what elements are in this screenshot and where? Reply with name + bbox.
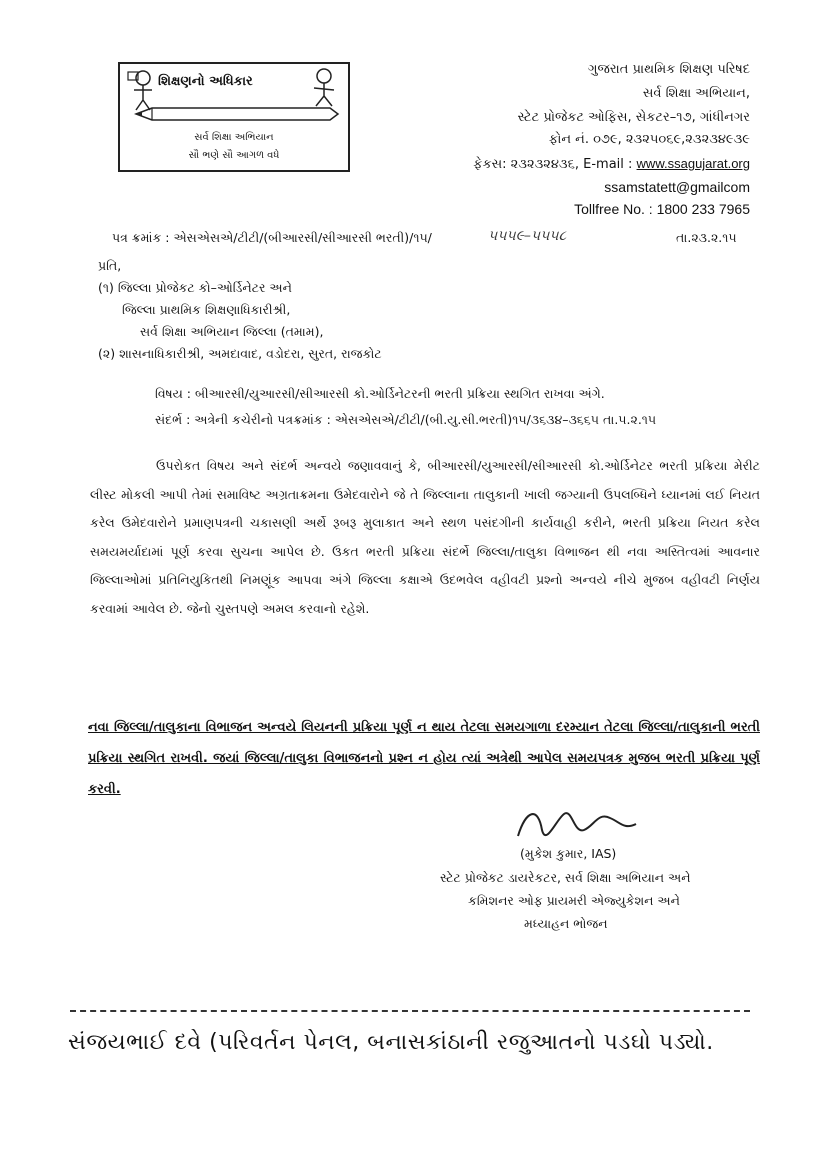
office-fax-label: ફેકસ: ૨૩૨૩૨૪૩૬, E-mail : xyxy=(473,157,633,172)
addressee-1b: જિલ્લા પ્રાથમિક શિક્ષણાધિકારીશ્રી, xyxy=(122,302,291,317)
logo-child-right-icon xyxy=(304,66,344,114)
signatory-designation-3: મધ્યાહન ભોજન xyxy=(524,916,608,931)
logo-tagline: સૌ ભણે સૌ આગળ વધે xyxy=(188,150,280,161)
office-email[interactable]: ssamstatett@gmailcom xyxy=(604,179,750,195)
letter-reference: સંદર્ભ : અત્રેની કચેરીનો પત્રક્રમાંક : એસએસએ/ટીટી/(બી.યુ.સી.ભરતી)૧૫/૩૬૩૪–૩૬૬૫ તા.૫.૨.૧૫ xyxy=(155,412,657,427)
office-website-link[interactable]: www.ssagujarat.org xyxy=(636,156,750,171)
letter-date: તા.૨૩.૨.૧૫ xyxy=(676,230,737,245)
logo-box xyxy=(118,62,350,172)
office-name: ગુજરાત પ્રાથમિક શિક્ષણ પરિષદ xyxy=(588,62,750,77)
signatory-designation-1: સ્ટેટ પ્રોજેકટ ડાયરેકટર, સર્વ શિક્ષા અભિયાન અને xyxy=(440,870,691,885)
letter-subject: વિષય : બીઆરસી/યુઆરસી/સીઆરસી કો.ઓર્ડિનેટરની ભરતી પ્રક્રિયા સ્થગિત રાખવા અંગે. xyxy=(155,386,605,401)
letter-decision: નવા જિલ્લા/તાલુકાના વિભાજન અન્વયે લિયનની પ્રક્રિયા પૂર્ણ ન થાય તેટલા સમયગાળા દરમ્યાન તેટલા જિલ્લા/તાલુકાની ભરતી પ્રક્રિયા સ્થગિત રાખવી. જયાં જિલ્લા/તાલુકા વિભાજનનો પ્રશ્ન ન હોય ત્યાં અત્રેથી આપેલ સમયપત્રક મુજબ ભરતી પ્રક્રિયા પૂર્ણ કરવી. xyxy=(88,720,760,797)
logo-subtitle: સર્વ શિક્ષા અભિયાન xyxy=(194,132,274,143)
letter-prati: પ્રતિ, xyxy=(98,258,122,273)
office-tollfree: Tollfree No. : 1800 233 7965 xyxy=(574,201,750,217)
office-address: સ્ટેટ પ્રોજેકટ ઓફિસ, સેકટર–૧૭, ગાંધીનગર xyxy=(517,110,750,125)
footer-caption: સંજયભાઈ દવે (પરિવર્તન પેનલ, બનાસકાંઠાની રજુઆતનો પડઘો પડ્યો. xyxy=(68,1030,714,1055)
office-program: સર્વ શિક્ષા અભિયાન, xyxy=(642,86,750,101)
addressee-2: (૨) શાસનાધિકારીશ્રી, અમદાવાદ, વડોદરા, સુરત, રાજકોટ xyxy=(98,346,382,361)
office-phone: ફોન નં. ૦૭૯, ૨૩૨૫૦૬૯,૨૩૨૩૪૯૩૯ xyxy=(548,132,750,147)
signatory-name: (મુકેશ કુમાર, IAS) xyxy=(520,846,617,861)
signatory-designation-2: કમિશનર ઓફ પ્રાયમરી એજ્યુકેશન અને xyxy=(468,893,680,908)
addressee-1: (૧) જિલ્લા પ્રોજેકટ કો–ઓર્ડિનેટર અને xyxy=(98,280,292,295)
addressee-1c: સર્વ શિક્ષા અભિયાન જિલ્લા (તમામ), xyxy=(140,324,324,339)
letter-ref-handwritten: ૫૫૫૯–૫૫૫૮ xyxy=(488,228,567,244)
letter-ref-number: પત્ર ક્રમાંક : એસએસએ/ટીટી/(બીઆરસી/સીઆરસી ભરતી)/૧૫/ xyxy=(112,230,432,245)
logo-title: શિક્ષણનો અધિકાર xyxy=(158,74,253,89)
footer-divider xyxy=(70,1010,750,1012)
office-fax-email xyxy=(473,154,750,174)
letter-body: ઉપરોકત વિષય અને સંદર્ભ અન્વયે જણાવવાનું કે, બીઆરસી/યુઆરસી/સીઆરસી કો.ઓર્ડિનેટર ભરતી પ્રક્રિયા મેરીટ લીસ્ટ મોકલી આપી તેમાં સમાવિષ્ટ અગ્રતાક્રમના ઉમેદવારોને જે તે જિલ્લાના તાલુકાની ખાલી જગ્યાની ઉપલબ્ધિને ધ્યાનમાં લઈ નિયત કરેલ ઉમેદવારોને પ્રમાણપત્રની ચકાસણી અર્થે રૂબરૂ મુલાકાત અને સ્થળ પસંદગીની કાર્યવાહી કરીને, ભરતી પ્રક્રિયા નિયત કરેલ સમયમર્યાદામાં પૂર્ણ કરવા સુચના આપેલ છે. ઉકત ભરતી પ્રક્રિયા સંદર્ભે જિલ્લા/તાલુકા વિભાજન થી નવા અસ્તિત્વમાં આવનાર જિલ્લાઓમાં પ્રતિનિયુકિતથી નિમણૂંક આપવા અંગે જિલ્લા કક્ષાએ ઉદભવેલ વહીવટી પ્રશ્નો અન્વયે નીચે મુજબ વહીવટી નિર્ણય કરવામાં આવેલ છે. જેનો ચુસ્તપણે અમલ કરવાનો રહેશે. xyxy=(90,458,760,616)
